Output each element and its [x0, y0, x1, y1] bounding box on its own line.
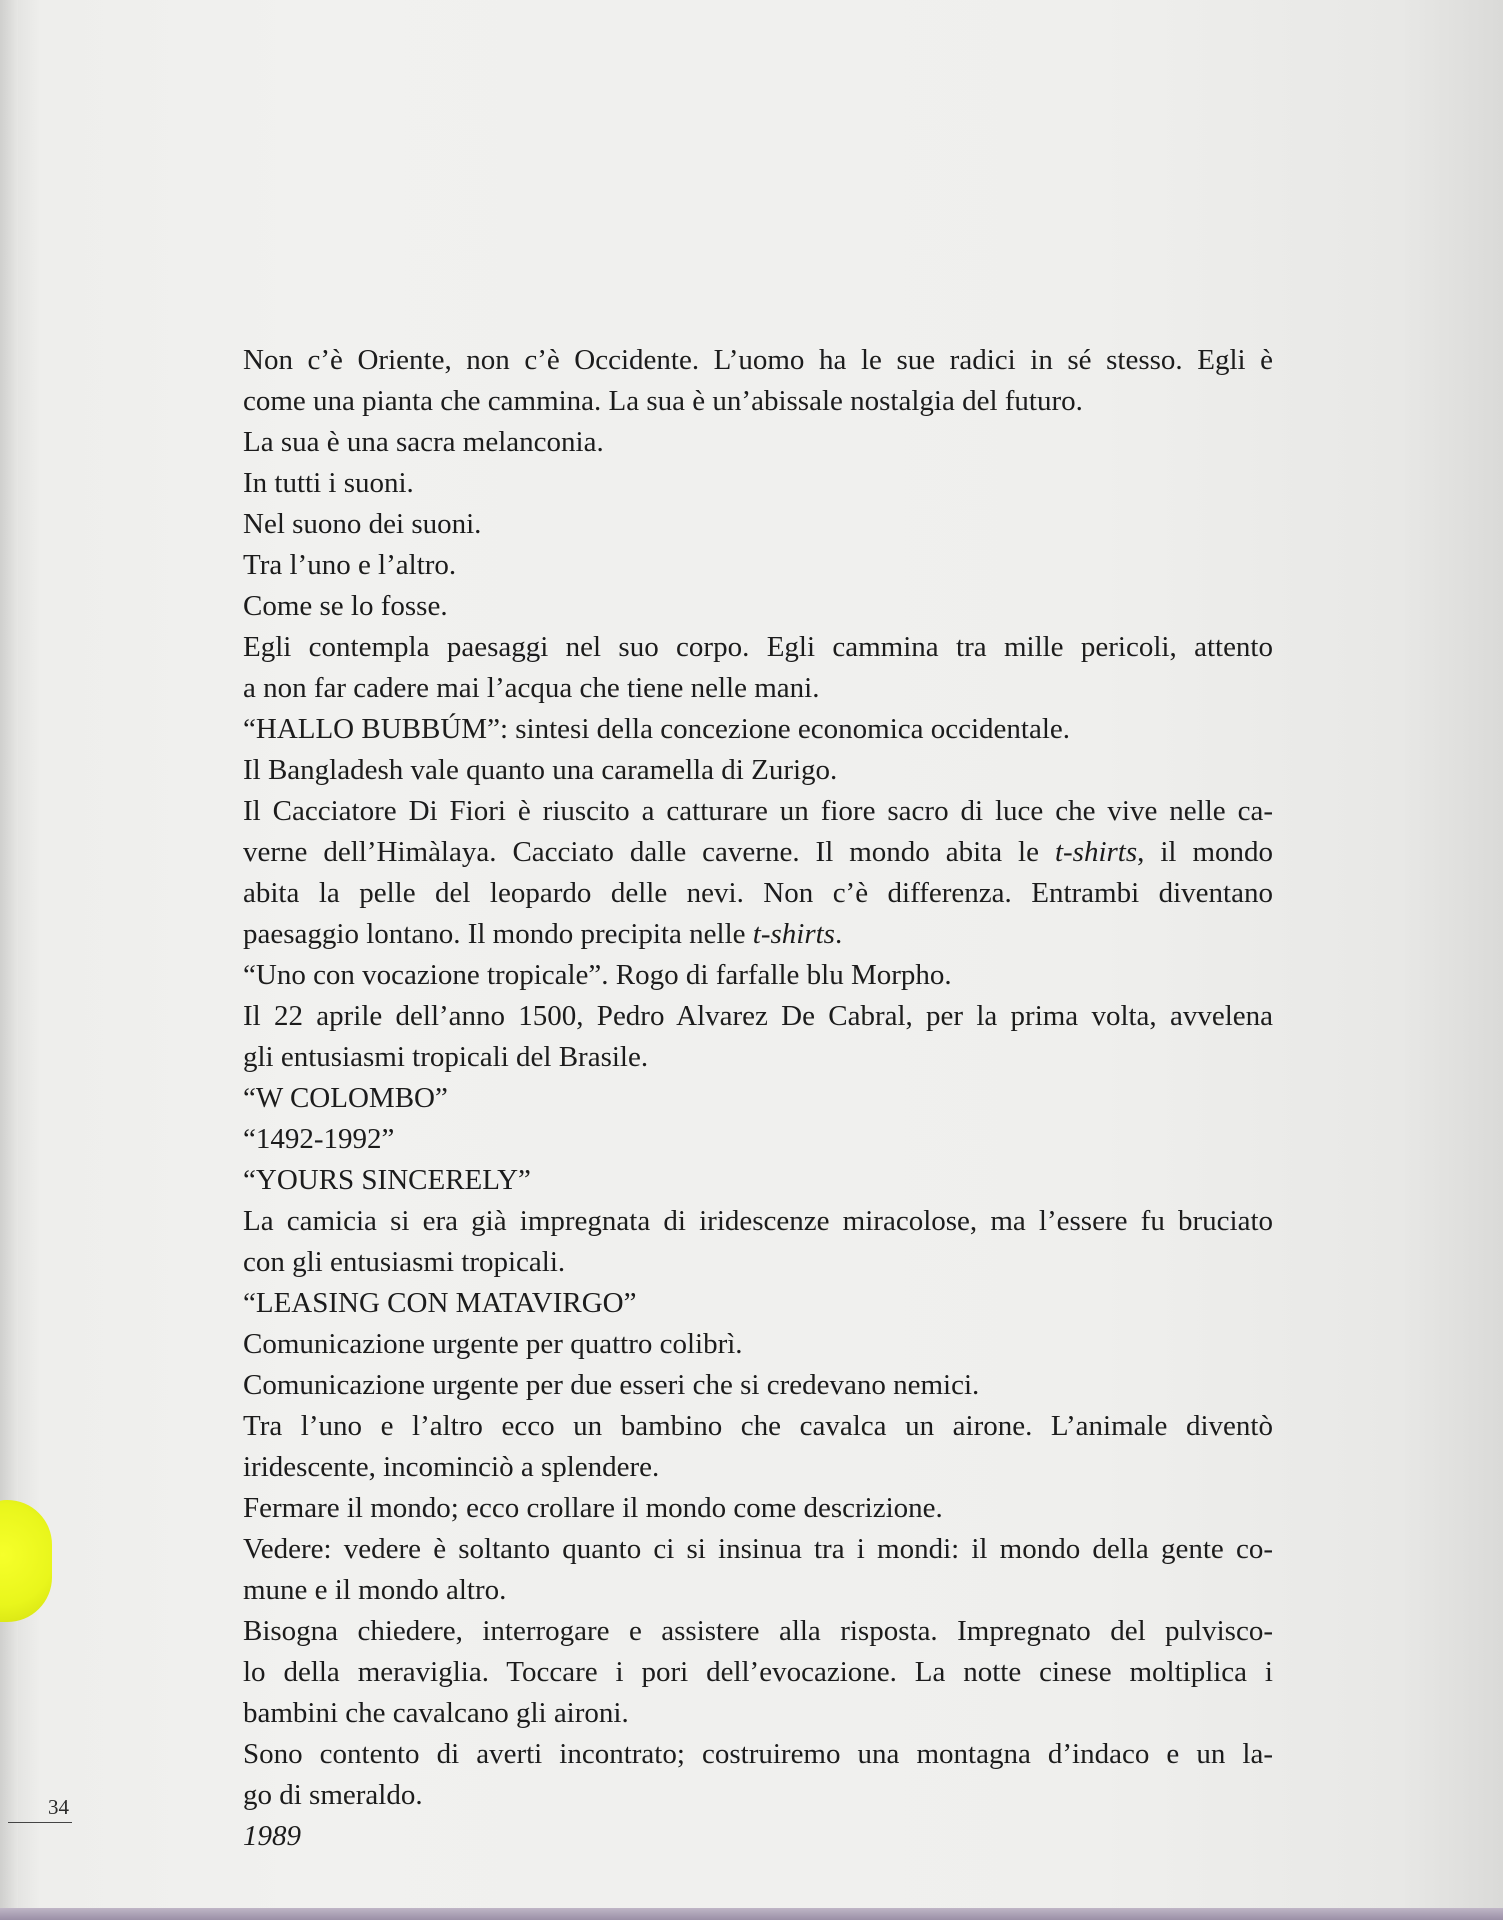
text-line: Il 22 aprile dell’anno 1500, Pedro Alvarez De Cabral, per la prima volta, avvelena: [243, 1000, 1273, 1032]
text-line: “W COLOMBO”: [243, 1082, 448, 1114]
text-line: Egli contempla paesaggi nel suo corpo. Egli cammina tra mille pericoli, attento: [243, 631, 1273, 663]
text-line: [243, 832, 1273, 873]
text-line: a non far cadere mai l’acqua che tiene nelle mani.: [243, 672, 820, 704]
text-line: “HALLO BUBBÚM”: sintesi della concezione economica occidentale.: [243, 713, 1071, 745]
page-bottom-edge: [0, 1908, 1503, 1920]
text-line: Tra l’uno e l’altro ecco un bambino che cavalca un airone. L’animale diventò: [243, 1410, 1273, 1442]
text-line: Il Bangladesh vale quanto una caramella di Zurigo.: [243, 754, 838, 786]
text-line: “Uno con vocazione tropicale”. Rogo di farfalle blu Morpho.: [243, 959, 952, 991]
page-number-rule: [8, 1822, 72, 1823]
text-line: “YOURS SINCERELY”: [243, 1164, 531, 1196]
text-line: La sua è una sacra melanconia.: [243, 426, 604, 458]
text-line: lo della meraviglia. Toccare i pori dell’evocazione. La notte cinese moltiplica i: [243, 1656, 1273, 1688]
text-line: Comunicazione urgente per due esseri che si credevano nemici.: [243, 1369, 980, 1401]
text-run: paesaggio lontano. Il mondo precipita nelle: [243, 918, 753, 950]
page-number: 34: [48, 1795, 69, 1819]
page-binding-edge: [0, 0, 18, 1920]
text-run: verne dell’Himàlaya. Cacciato dalle caverne. Il mondo abita le: [243, 836, 1055, 868]
text-line: Sono contento di averti incontrato; costruiremo una montagna d’indaco e un la-: [243, 1738, 1273, 1770]
text-line: [243, 914, 1273, 955]
text-line: come una pianta che cammina. La sua è un’abissale nostalgia del futuro.: [243, 385, 1083, 417]
year: 1989: [243, 1820, 301, 1852]
text-run: , il mondo: [1137, 836, 1274, 868]
text-line: Comunicazione urgente per quattro colibrì.: [243, 1328, 743, 1360]
italic-term: t-shirts: [1054, 836, 1138, 868]
text-line: iridescente, incominciò a splendere.: [243, 1451, 660, 1483]
text-line: La camicia si era già impregnata di iridescenze miracolose, ma l’essere fu bruciato: [243, 1205, 1273, 1237]
text-line: gli entusiasmi tropicali del Brasile.: [243, 1041, 649, 1073]
text-line: bambini che cavalcano gli aironi.: [243, 1697, 629, 1729]
italic-term: t-shirts: [752, 918, 835, 950]
text-line: Come se lo fosse.: [243, 590, 448, 622]
text-line: Non c’è Oriente, non c’è Occidente. L’uomo ha le sue radici in sé stesso. Egli è: [243, 344, 1273, 376]
text-run: .: [834, 918, 843, 950]
text-line: Il Cacciatore Di Fiori è riuscito a catturare un fiore sacro di luce che vive nelle ca-: [243, 795, 1273, 827]
text-line: Tra l’uno e l’altro.: [243, 549, 457, 581]
text-line: “LEASING CON MATAVIRGO”: [243, 1287, 637, 1319]
text-line: In tutti i suoni.: [243, 467, 414, 499]
body-text: [243, 340, 1273, 1857]
text-line: Fermare il mondo; ecco crollare il mondo come descrizione.: [243, 1492, 943, 1524]
text-line: abita la pelle del leopardo delle nevi. Non c’è differenza. Entrambi diventano: [243, 877, 1273, 909]
text-line: Bisogna chiedere, interrogare e assistere alla risposta. Impregnato del pulvisco-: [243, 1615, 1273, 1647]
yellow-sticky-tab: [0, 1500, 52, 1622]
text-line: mune e il mondo altro.: [243, 1574, 507, 1606]
text-line: “1492-1992”: [243, 1123, 395, 1155]
text-line: Nel suono dei suoni.: [243, 508, 482, 540]
text-line: go di smeraldo.: [243, 1779, 423, 1811]
text-line: con gli entusiasmi tropicali.: [243, 1246, 566, 1278]
text-line: Vedere: vedere è soltanto quanto ci si insinua tra i mondi: il mondo della gente co-: [243, 1533, 1273, 1565]
